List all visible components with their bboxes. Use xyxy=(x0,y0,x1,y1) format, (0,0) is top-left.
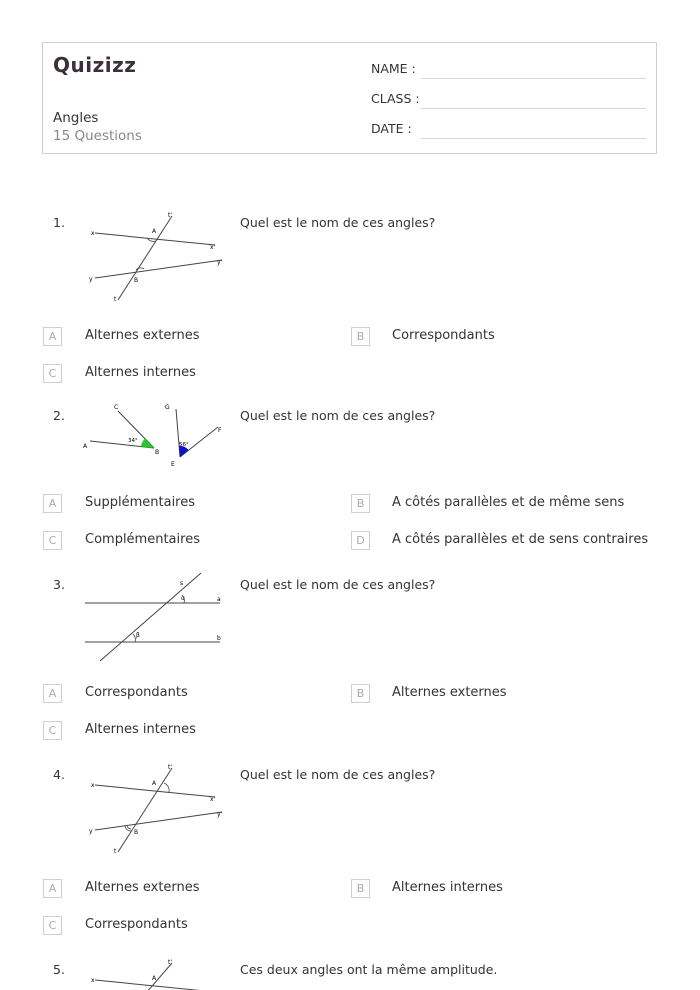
label-x-prime: x' xyxy=(210,244,216,251)
transversal-figure-5 xyxy=(80,955,230,990)
question-number: 4. xyxy=(53,767,65,782)
question-number: 5. xyxy=(53,962,65,977)
option-b-text[interactable]: Alternes externes xyxy=(392,685,507,700)
name-label: NAME : xyxy=(371,61,416,76)
label-b: b xyxy=(217,635,221,642)
option-c-box[interactable]: C xyxy=(43,721,62,740)
label-x: x xyxy=(91,230,95,237)
option-b-text[interactable]: A côtés parallèles et de même sens xyxy=(392,495,625,510)
option-d-box[interactable]: D xyxy=(351,531,370,550)
label-a: A xyxy=(152,228,157,235)
transversal-figure-4 xyxy=(80,760,230,856)
label-a: A xyxy=(152,780,157,787)
question-count: 15 Questions xyxy=(53,128,142,144)
label-y: y xyxy=(89,276,93,283)
option-a-text[interactable]: Alternes externes xyxy=(85,328,200,343)
name-line xyxy=(421,78,646,79)
option-b-box[interactable]: B xyxy=(351,879,370,898)
option-b-box[interactable]: B xyxy=(351,327,370,346)
option-c-text[interactable]: Alternes internes xyxy=(85,365,196,380)
date-label: DATE : xyxy=(371,121,412,136)
question-number: 2. xyxy=(53,408,65,423)
angle-56-label: 56° xyxy=(179,442,189,448)
option-c-box[interactable]: C xyxy=(43,364,62,383)
question-number: 1. xyxy=(53,215,65,230)
option-a-box[interactable]: A xyxy=(43,684,62,703)
option-a-text[interactable]: Supplémentaires xyxy=(85,495,196,510)
class-label: CLASS : xyxy=(371,91,420,106)
option-b-box[interactable]: B xyxy=(351,684,370,703)
quizizz-logo: Quizizz xyxy=(53,53,137,77)
label-s: s xyxy=(180,580,184,587)
label-f: F xyxy=(218,427,222,434)
label-x: x xyxy=(91,977,95,984)
class-line xyxy=(421,108,646,109)
label-alpha: α xyxy=(181,595,185,602)
option-c-text[interactable]: Complémentaires xyxy=(85,532,200,547)
option-a-text[interactable]: Correspondants xyxy=(85,685,188,700)
label-a: A xyxy=(83,443,88,450)
option-a-box[interactable]: A xyxy=(43,327,62,346)
label-g: G xyxy=(165,404,170,411)
option-a-text[interactable]: Alternes externes xyxy=(85,880,200,895)
question-text: Quel est le nom de ces angles? xyxy=(240,215,436,230)
label-beta: β xyxy=(136,632,140,639)
date-line xyxy=(421,138,646,139)
label-t-prime: t' xyxy=(168,212,173,219)
option-d-text[interactable]: A côtés parallèles et de sens contraires xyxy=(392,532,649,547)
angles-figure-2 xyxy=(80,400,230,470)
option-c-box[interactable]: C xyxy=(43,916,62,935)
option-b-box[interactable]: B xyxy=(351,494,370,513)
option-c-text[interactable]: Alternes internes xyxy=(85,722,196,737)
label-x: x xyxy=(91,782,95,789)
label-b: B xyxy=(134,829,139,836)
label-y-prime: y' xyxy=(217,811,223,818)
question-text: Ces deux angles ont la même amplitude. xyxy=(240,962,498,977)
label-c: C xyxy=(114,404,119,411)
option-a-box[interactable]: A xyxy=(43,494,62,513)
question-text: Quel est le nom de ces angles? xyxy=(240,577,436,592)
label-e: E xyxy=(171,461,175,468)
label-b: B xyxy=(134,277,139,284)
question-text: Quel est le nom de ces angles? xyxy=(240,767,436,782)
worksheet-title: Angles xyxy=(53,110,99,126)
label-t-prime: t' xyxy=(168,959,173,966)
label-t: t xyxy=(114,848,117,855)
worksheet-header xyxy=(42,42,657,154)
transversal-figure-1 xyxy=(80,208,230,304)
label-y-prime: y' xyxy=(217,259,223,266)
option-c-text[interactable]: Correspondants xyxy=(85,917,188,932)
option-b-text[interactable]: Alternes internes xyxy=(392,880,503,895)
label-b: B xyxy=(155,449,160,456)
option-c-box[interactable]: C xyxy=(43,531,62,550)
label-t-prime: t' xyxy=(168,764,173,771)
label-y: y xyxy=(89,828,93,835)
label-t: t xyxy=(114,296,117,303)
label-x-prime: x' xyxy=(210,796,216,803)
question-text: Quel est le nom de ces angles? xyxy=(240,408,436,423)
question-number: 3. xyxy=(53,577,65,592)
label-a: A xyxy=(152,975,157,982)
parallel-lines-figure-3 xyxy=(80,570,230,666)
option-b-text[interactable]: Correspondants xyxy=(392,328,495,343)
label-a: a xyxy=(217,596,221,603)
option-a-box[interactable]: A xyxy=(43,879,62,898)
angle-34-label: 34° xyxy=(128,438,138,444)
